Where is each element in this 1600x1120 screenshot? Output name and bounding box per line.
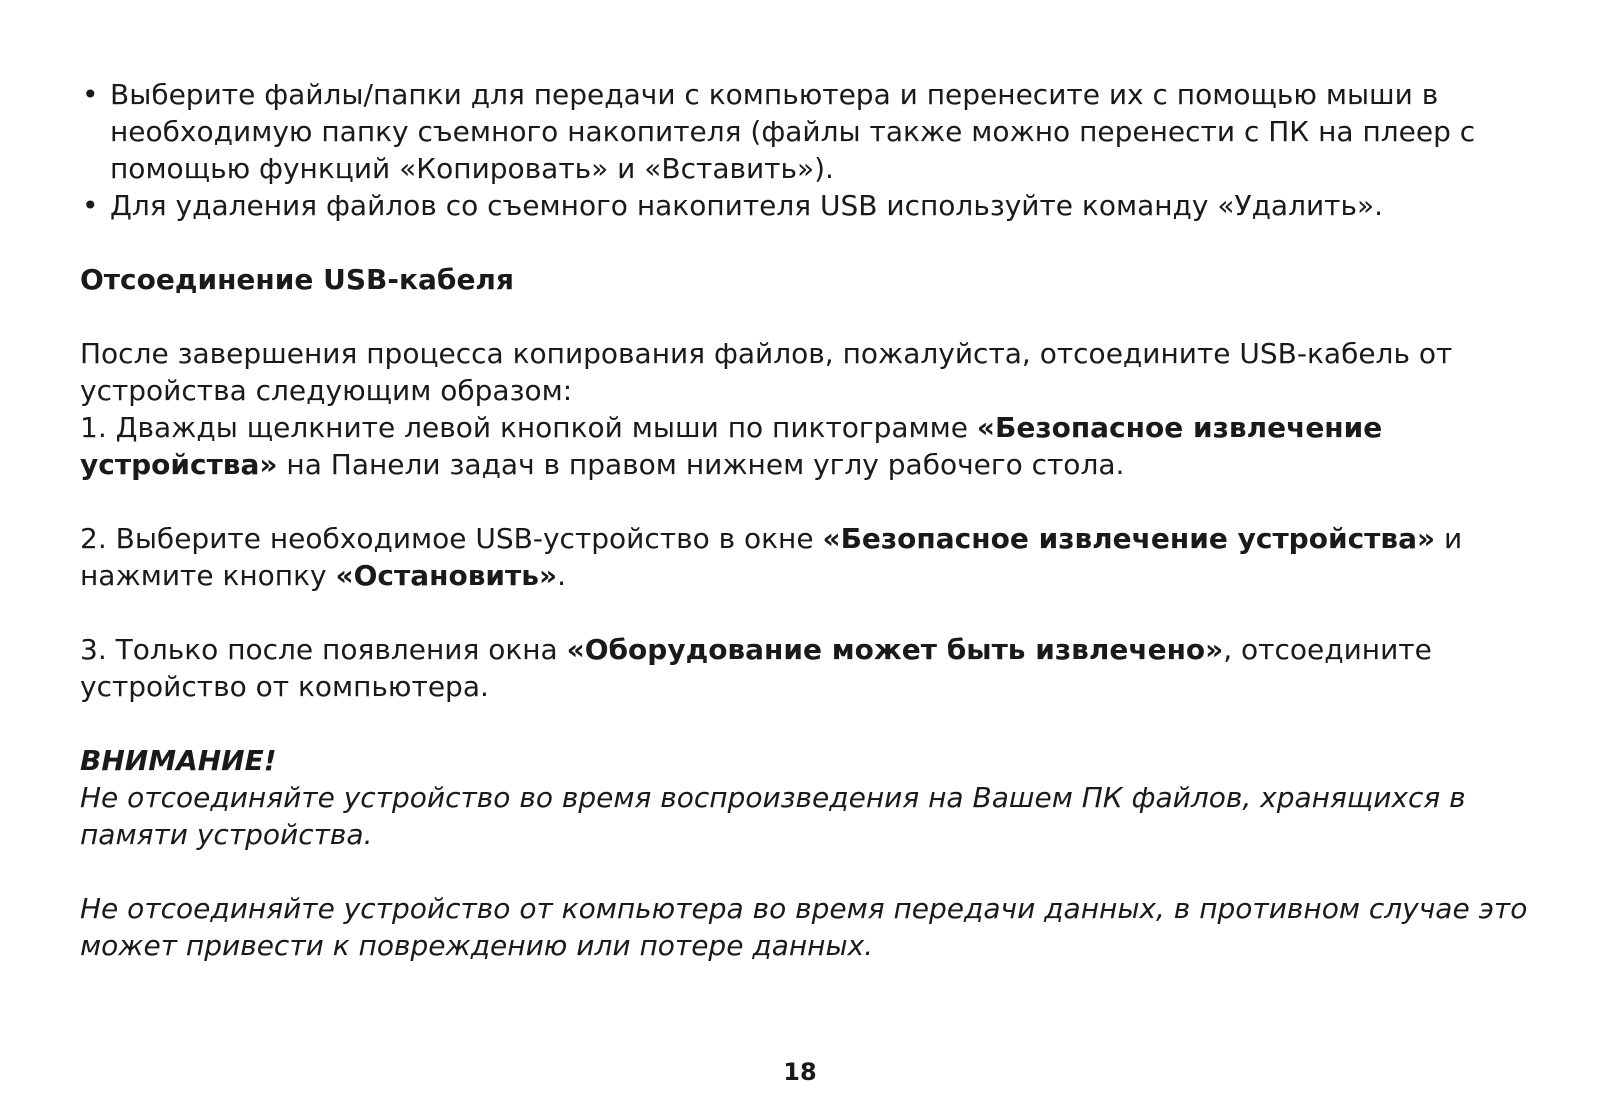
spacer: [80, 298, 1540, 335]
bullet-text-transfer: Выберите файлы/папки для передачи с компьютера и перенесите их с помощью мыши в необходимую папку съемного накопителя (файлы также можно перенести с ПК на плеер с помощью функций «Копировать» и «Вставить»).: [110, 78, 1476, 185]
bullet-item-delete: [80, 187, 1540, 224]
spacer: [80, 853, 1540, 890]
warning-title: ВНИМАНИЕ!: [80, 744, 277, 777]
section-intro: После завершения процесса копирования файлов, пожалуйста, отсоедините USB-кабель от устройства следующим образом:: [80, 337, 1453, 407]
document-page: [80, 76, 1540, 964]
spacer: [80, 224, 1540, 261]
step-3-pre: 3. Только после появления окна: [80, 633, 567, 666]
warning-text-2: Не отсоединяйте устройство от компьютера во время передачи данных, в противном случае это может привести к повреждению или потере данных.: [80, 892, 1528, 962]
step-3-bold: «Оборудование может быть извлечено»: [566, 633, 1224, 666]
bullet-icon: •: [82, 189, 99, 222]
bullet-item-transfer: [80, 76, 1540, 187]
step-3: [80, 631, 1540, 705]
warning-text-1: Не отсоединяйте устройство во время воспроизведения на Вашем ПК файлов, хранящихся в памяти устройства.: [80, 781, 1466, 851]
step-1-bold: «Безопасное извлечение устройства»: [80, 411, 1383, 481]
step-2-mid: и нажмите кнопку: [80, 522, 1463, 592]
step-2-bold-2: «Остановить»: [335, 559, 558, 592]
spacer: [80, 705, 1540, 742]
step-1: [80, 409, 1540, 483]
step-1-pre: 1. Дважды щелкните левой кнопкой мыши по пиктограмме: [80, 411, 977, 444]
bullet-icon: •: [82, 78, 99, 111]
step-1-post: на Панели задач в правом нижнем углу рабочего стола.: [277, 448, 1125, 481]
bullet-text-delete: Для удаления файлов со съемного накопителя USB используйте команду «Удалить».: [110, 189, 1384, 222]
step-2-post: .: [557, 559, 566, 592]
spacer: [80, 594, 1540, 631]
step-2-pre: 2. Выберите необходимое USB-устройство в окне: [80, 522, 823, 555]
step-3-post: , отсоедините устройство от компьютера.: [80, 633, 1432, 703]
spacer: [80, 483, 1540, 520]
page-number: 18: [783, 1058, 817, 1086]
step-2-bold-1: «Безопасное извлечение устройства»: [822, 522, 1436, 555]
section-heading: Отсоединение USB-кабеля: [80, 263, 514, 296]
step-2: [80, 520, 1540, 594]
